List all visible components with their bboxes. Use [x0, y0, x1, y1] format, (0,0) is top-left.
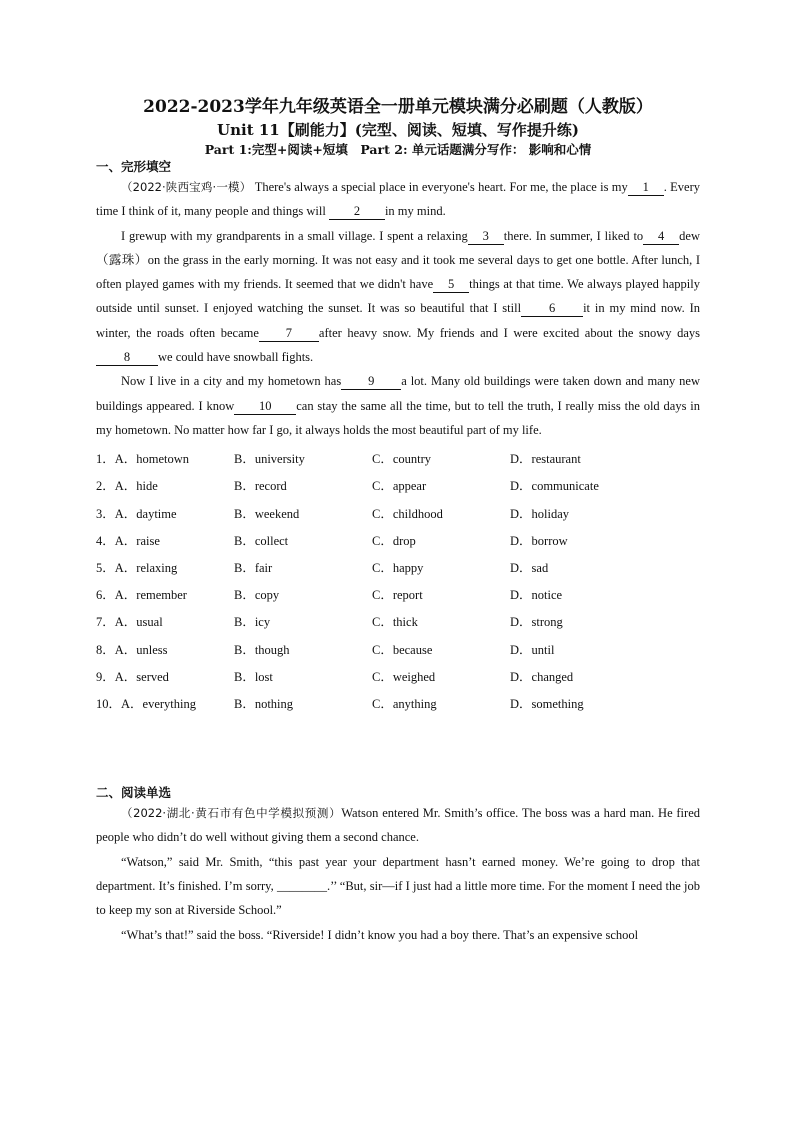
option-b: B．icy — [234, 615, 271, 630]
document-title: 2022-2023学年九年级英语全一册单元模块满分必刷题（人教版） — [143, 97, 653, 117]
blank-3: 3 — [468, 229, 504, 245]
option-row — [96, 555, 700, 582]
option-b: B．university — [234, 452, 305, 467]
section-spacer — [96, 718, 700, 784]
option-c: C．happy — [372, 561, 424, 576]
option-d: D．changed — [510, 669, 574, 684]
option-row — [96, 664, 700, 691]
option-a: 5．A．relaxing — [96, 561, 178, 576]
option-d: D．something — [510, 696, 584, 711]
option-a: 2．A．hide — [96, 479, 158, 494]
option-d: D．notice — [510, 588, 563, 603]
option-d: D．borrow — [510, 533, 568, 548]
option-a: 9．A．served — [96, 669, 169, 684]
option-c: C．thick — [372, 615, 418, 630]
blank-1: 1 — [628, 180, 664, 196]
blank-6: 6 — [521, 301, 583, 317]
text: I grewup with my grandparents in a small village. I spent a relaxing — [121, 228, 468, 243]
text: . Every time I think of it, many people and things will — [96, 180, 700, 219]
option-c: C．appear — [372, 479, 427, 494]
cloze-paragraph-2 — [96, 224, 700, 370]
option-a: 7．A．usual — [96, 615, 163, 630]
text: can stay the same all the time, but to tell the truth, I really miss the old days in my hometown. No matter how far I go, it always holds the most beautiful part of my life. — [96, 398, 700, 437]
option-b: B．nothing — [234, 696, 294, 711]
cloze-paragraph-1 — [96, 175, 700, 224]
option-d: D．strong — [510, 615, 563, 630]
blank-8: 8 — [96, 350, 158, 366]
option-d: D．holiday — [510, 506, 570, 521]
reading-paragraph-3: “What’s that!” said the boss. “Riverside! I didn’t know you had a boy there. That’s an expensive school — [121, 927, 639, 942]
blank-2: 2 — [329, 204, 385, 220]
option-row — [96, 501, 700, 528]
option-b: B．though — [234, 642, 290, 657]
option-d: D．until — [510, 642, 555, 657]
section-heading-cloze: 一、完形填空 — [96, 159, 172, 174]
text: .’’ “But, sir—if I just had a little more time. For the moment I need the job to keep my son at Riverside School.” — [96, 879, 700, 918]
option-b: B．collect — [234, 533, 289, 548]
option-row — [96, 637, 700, 664]
source-note: （2022·陕西宝鸡·一模） — [121, 180, 252, 194]
cloze-options — [96, 446, 700, 718]
option-row — [96, 609, 700, 636]
option-c: C．anything — [372, 696, 437, 711]
option-b: B．fair — [234, 561, 273, 576]
text: Watson entered Mr. Smith’s office. The boss was a hard man. He fired people who didn’t do well without giving them a second chance. — [96, 806, 700, 845]
option-c: C．country — [372, 452, 432, 467]
blank-10: 10 — [234, 399, 296, 415]
text: we could have snowball fights. — [158, 350, 314, 365]
inline-blank: ________ — [276, 879, 327, 894]
option-a: 10．A．everything — [96, 696, 196, 711]
blank-7: 7 — [259, 326, 319, 342]
option-d: D．communicate — [510, 479, 599, 494]
option-d: D．restaurant — [510, 452, 581, 467]
cloze-paragraph-3 — [96, 369, 700, 442]
option-row — [96, 446, 700, 473]
option-c: C．report — [372, 588, 423, 603]
blank-5: 5 — [433, 277, 469, 293]
text: There's always a special place in everyone's heart. For me, the place is my — [251, 180, 628, 194]
option-d: D．sad — [510, 561, 549, 576]
option-a: 1．A．hometown — [96, 452, 190, 467]
option-c: C．because — [372, 642, 433, 657]
option-a: 4．A．raise — [96, 533, 160, 548]
option-a: 8．A．unless — [96, 642, 168, 657]
option-row — [96, 582, 700, 609]
option-b: B．lost — [234, 669, 273, 684]
source-note: （2022·湖北·黄石市有色中学模拟预测） — [121, 806, 342, 821]
blank-4: 4 — [643, 229, 679, 245]
option-a: 6．A．remember — [96, 588, 187, 603]
option-a: 3．A．daytime — [96, 506, 177, 521]
text: there. In summer, I liked to — [503, 228, 644, 243]
option-c: C．drop — [372, 533, 416, 548]
text: it in my mind now. In winter, the roads often became — [96, 301, 700, 340]
text: a lot. Many old buildings were taken down and many new buildings appeared. I know — [96, 374, 700, 413]
option-b: B．weekend — [234, 506, 300, 521]
text: things at that time. We always played happily outside until sunset. I enjoyed watching the sunset. It was so beautiful that I still — [96, 277, 700, 316]
text: Now I live in a city and my hometown has — [121, 374, 342, 389]
reading-paragraph-2 — [96, 850, 700, 923]
parts-subtitle: Part 1:完型+阅读+短填 Part 2: 单元话题满分写作： 影响和心情 — [204, 142, 592, 157]
text: “Watson,” said Mr. Smith, “this past year your department hasn’t earned money. We’re going to drop that department. It’s finished. I’m sorry, — [96, 854, 700, 894]
text: dew（露珠）on the grass in the early morning. It was not easy and it took me several days to get one bottle. After lunch, I often played games with my friends. It seemed that we didn't have — [96, 228, 700, 292]
option-b: B．copy — [234, 588, 280, 603]
option-c: C．weighed — [372, 669, 436, 684]
unit-title: Unit 11【刷能力】(完型、阅读、短填、写作提升练) — [217, 121, 579, 139]
blank-9: 9 — [341, 374, 401, 390]
document-page — [96, 96, 700, 947]
reading-paragraph-1 — [96, 801, 700, 850]
option-b: B．record — [234, 479, 287, 494]
option-row — [96, 473, 700, 500]
section-heading-reading: 二、阅读单选 — [96, 785, 172, 801]
option-row — [96, 691, 700, 718]
text: after heavy snow. My friends and I were excited about the snowy days — [318, 325, 700, 340]
option-c: C．childhood — [372, 506, 443, 521]
option-row — [96, 528, 700, 555]
text: in my mind. — [384, 204, 446, 219]
